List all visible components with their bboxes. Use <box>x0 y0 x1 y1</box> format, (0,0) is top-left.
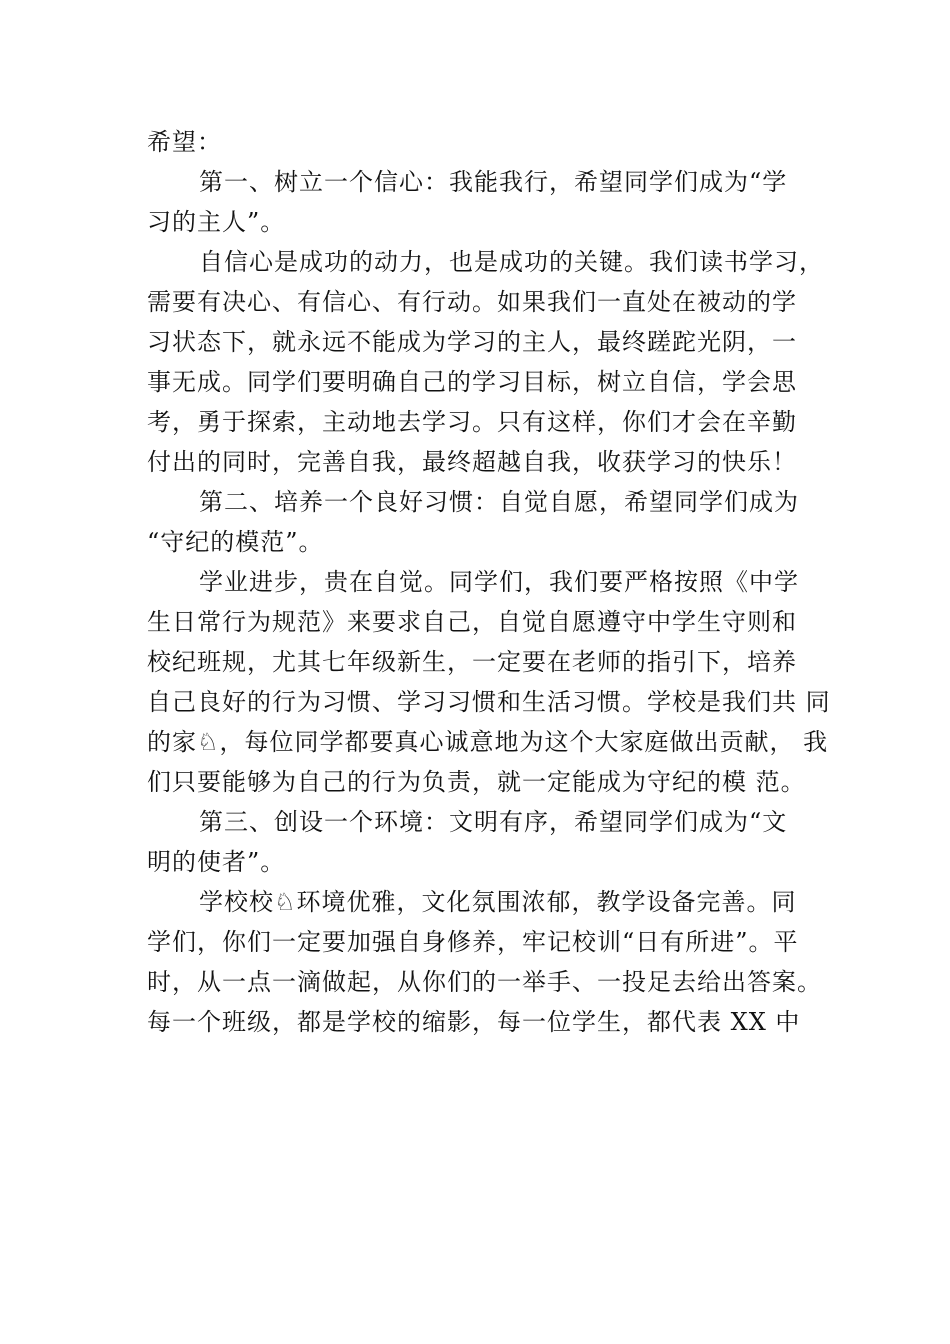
text-line: 生日常行为规范》来要求自己，自觉自愿遵守中学生守则和 <box>147 608 797 636</box>
text-line: 的家♘，每位同学都要真心诚意地为这个大家庭做出贡献， 我 <box>147 728 829 756</box>
text-line: 每一个班级，都是学校的缩影，每一位学生，都代表 XX 中 <box>147 1008 801 1036</box>
text-line: 们只要能够为自己的行为负责，就一定能成为守纪的模 范。 <box>147 768 806 796</box>
text-line: 学们，你们一定要加强自身修养，牢记校训“日有所进”。平 <box>147 928 799 956</box>
text-line: 明的使者”。 <box>147 848 286 876</box>
text-line: “守纪的模范”。 <box>147 528 324 556</box>
text-line: 自己良好的行为习惯、学习习惯和生活习惯。学校是我们共 同 <box>147 688 831 716</box>
text-line: 付出的同时，完善自我，最终超越自我，收获学习的快乐！ <box>147 448 797 476</box>
text-line: 希望： <box>147 128 222 156</box>
text-line: 自信心是成功的动力，也是成功的关键。我们读书学习， <box>199 248 824 276</box>
text-line: 学业进步，贵在自觉。同学们，我们要严格按照《中学 <box>199 568 799 596</box>
text-line: 考，勇于探索，主动地去学习。只有这样，你们才会在辛勤 <box>147 408 797 436</box>
document-body <box>147 122 831 1042</box>
text-line: 学校校♘环境优雅，文化氛围浓郁，教学设备完善。同 <box>199 888 797 916</box>
text-line: 第二、培养一个良好习惯：自觉自愿，希望同学们成为 <box>199 488 799 516</box>
text-line: 第三、创设一个环境：文明有序，希望同学们成为“文 <box>199 808 788 836</box>
text-line: 事无成。同学们要明确自己的学习目标，树立自信，学会思 <box>147 368 797 396</box>
text-line: 第一、树立一个信心：我能我行，希望同学们成为“学 <box>199 168 788 196</box>
text-line: 习的主人”。 <box>147 208 286 236</box>
text-line: 习状态下，就永远不能成为学习的主人，最终蹉跎光阴，一 <box>147 328 797 356</box>
text-line: 需要有决心、有信心、有行动。如果我们一直处在被动的学 <box>147 288 797 316</box>
text-line: 时，从一点一滴做起，从你们的一举手、一投足去给出答案。 <box>147 968 822 996</box>
text-line: 校纪班规，尤其七年级新生，一定要在老师的指引下，培养 <box>147 648 797 676</box>
